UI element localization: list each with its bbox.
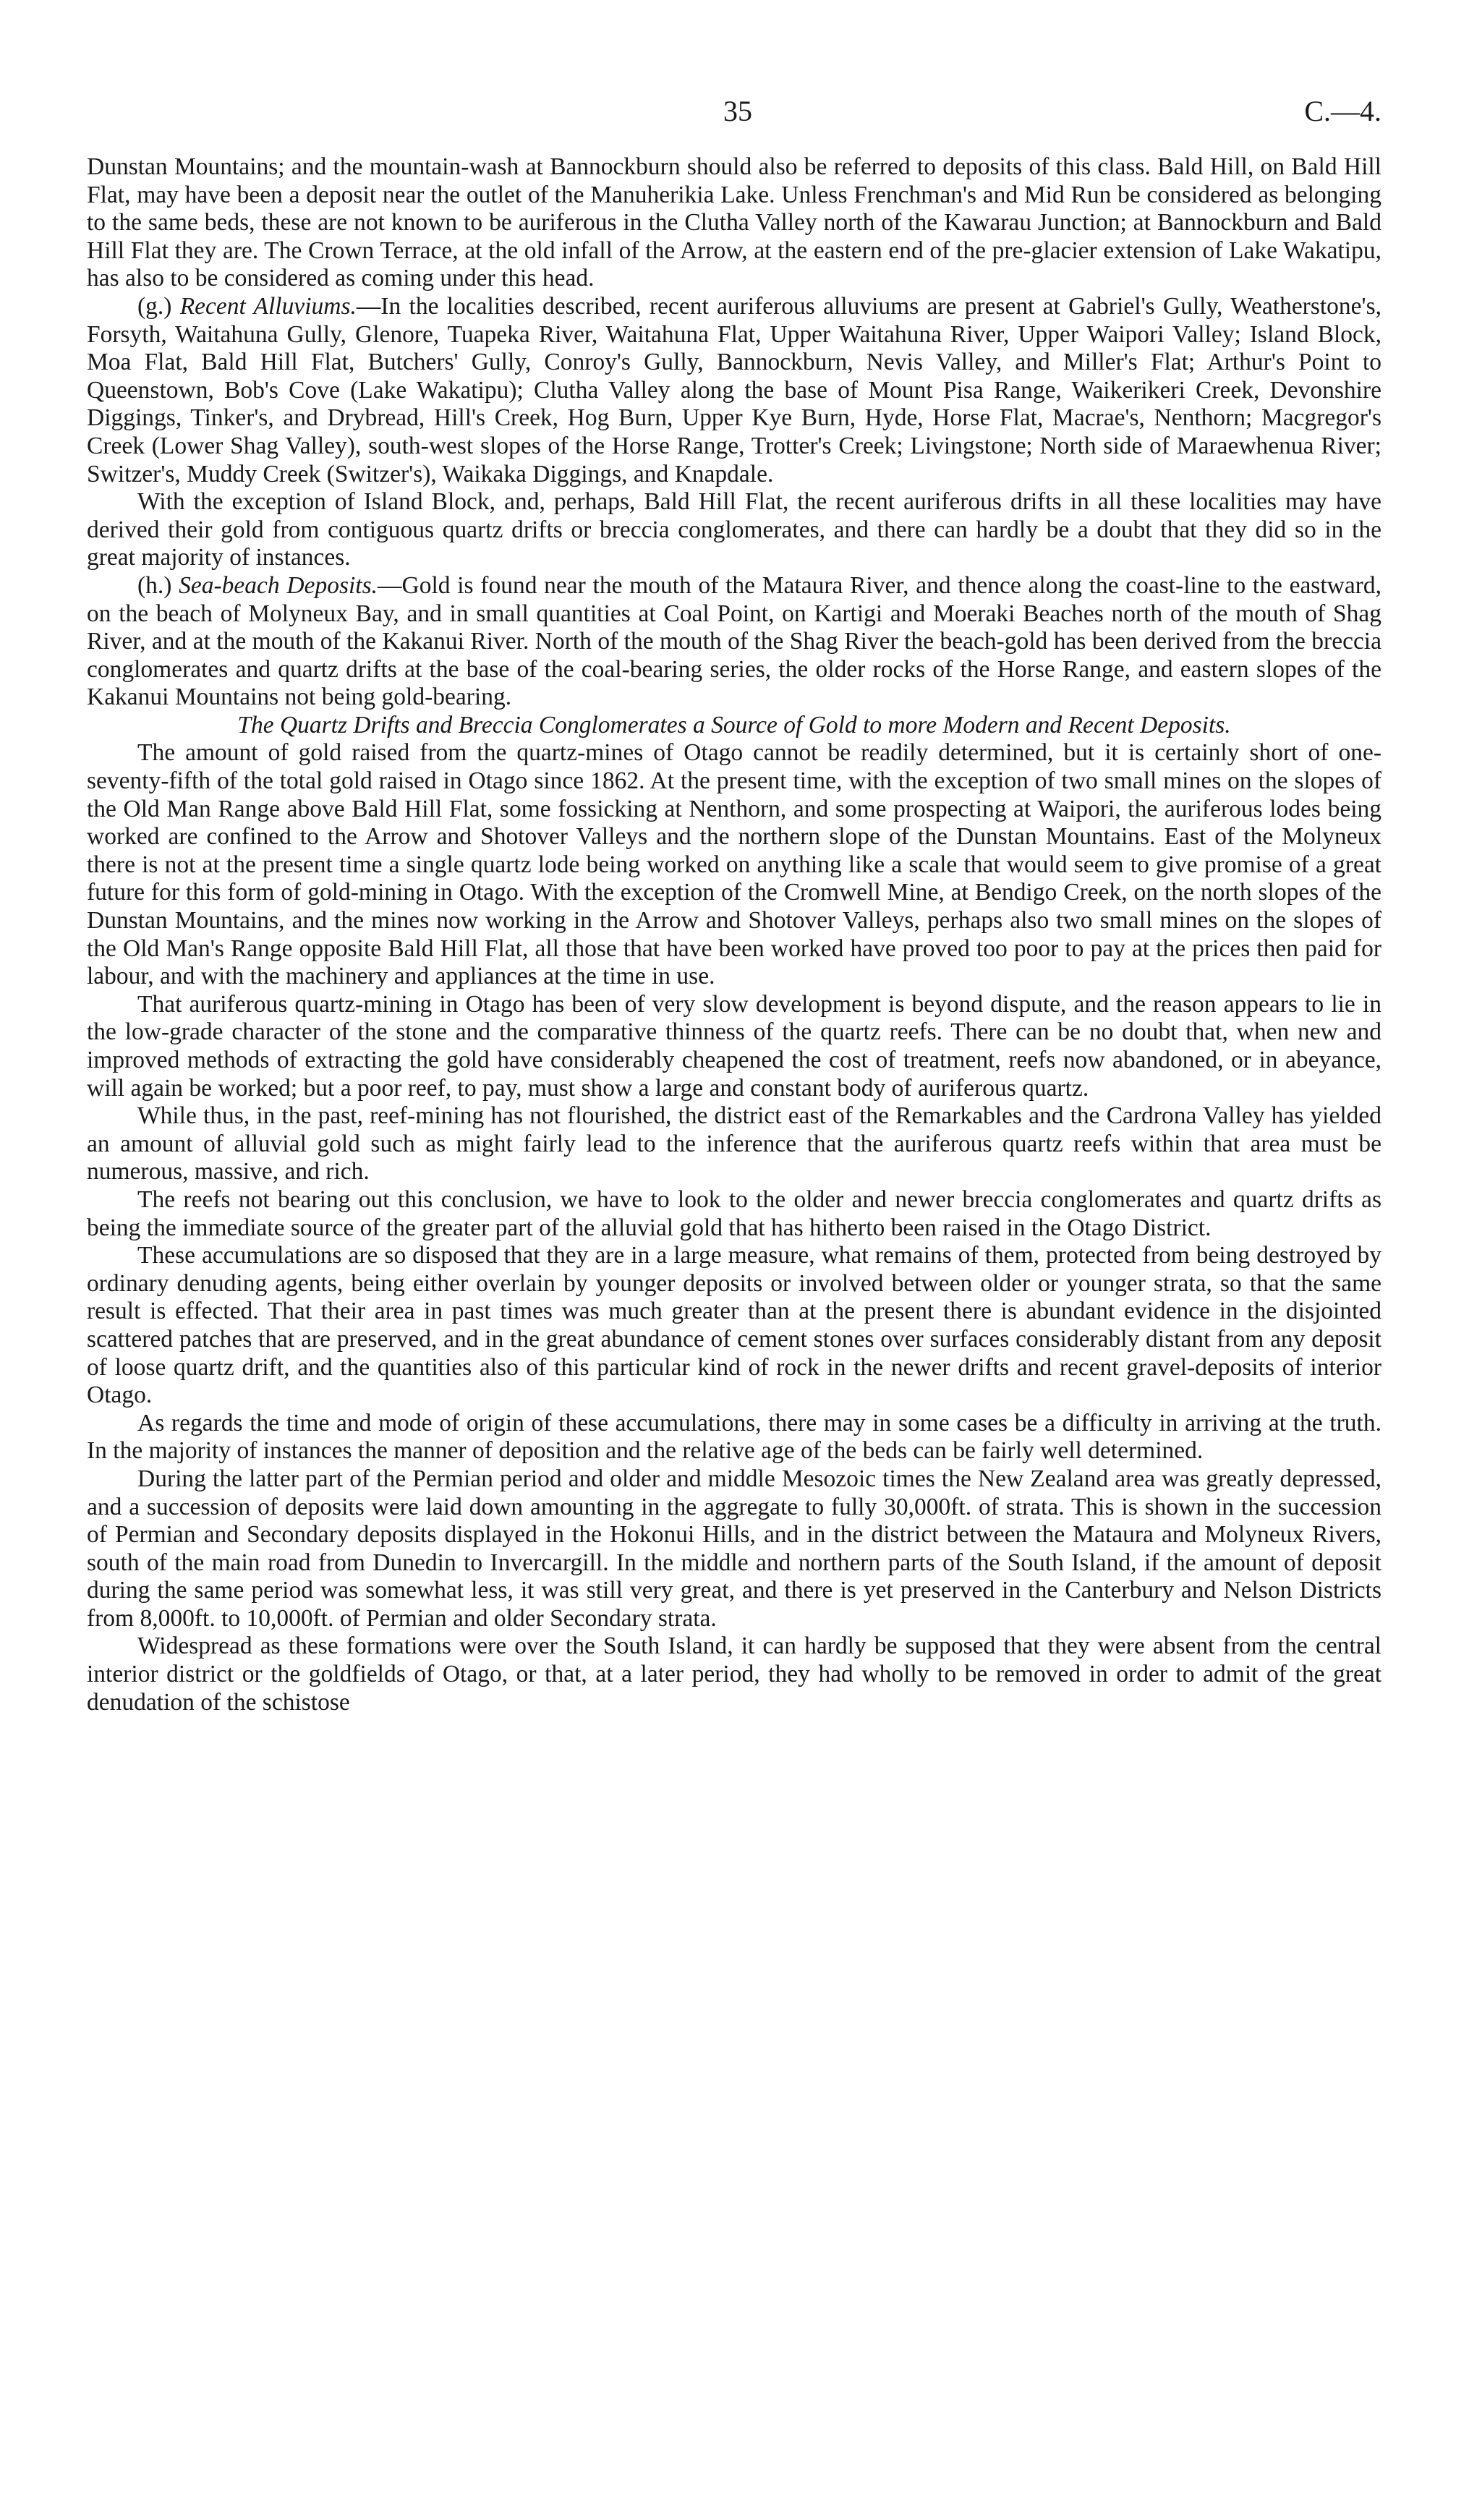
paragraph: While thus, in the past, reef-mining has not flourished, the district east of the Remarkables and the Cardrona Valley has yielded an amount of alluvial gold such as might fairly lead to the inference that the auriferous quartz reefs within that area must be numerous, massive, and rich. [87, 1102, 1381, 1185]
paragraph-recent-alluviums [87, 293, 1381, 488]
paragraph: During the latter part of the Permian period and older and middle Mesozoic times the New Zealand area was greatly depressed, and a succession of deposits were laid down amounting in the aggregate to fully 30,000ft. of strata. This is shown in the succession of Permian and Secondary deposits displayed in the Hokonui Hills, and in the district between the Mataura and Molyneux Rivers, south of the main road from Dunedin to Invercargill. In the middle and northern parts of the South Island, if the amount of deposit during the same period was somewhat less, it was still very great, and there is yet preserved in the Canterbury and Nelson Districts from 8,000ft. to 10,000ft. of Permian and older Secondary strata. [87, 1465, 1381, 1632]
paragraph-label: (g.) [137, 292, 172, 320]
paragraph-text: —Gold is found near the mouth of the Mataura River, and thence along the coast-line to the eastward, on the beach of Molyneux Bay, and in small quantities at Coal Point, on Kartigi and Moeraki Beaches north of the mouth of Shag River, and at the mouth of the Kakanui River. North of the mouth of the Shag River the beach-gold has been derived from the breccia conglomerates and quartz drifts at the base of the coal-bearing series, the older rocks of the Horse Range, and eastern slopes of the Kakanui Mountains not being gold-bearing. [87, 571, 1381, 711]
page-number: 35 [723, 95, 752, 127]
paragraph: Widespread as these formations were over the South Island, it can hardly be supposed that they were absent from the central interior district or the goldfields of Otago, or that, at a later period, they had wholly to be removed in order to admit of the great denudation of the schistose [87, 1633, 1381, 1716]
paragraph-label: (h.) [137, 571, 172, 599]
page-header [87, 94, 1381, 137]
paragraph: Dunstan Mountains; and the mountain-wash at Bannockburn should also be referred to deposits of this class. Bald Hill, on Bald Hill Flat, may have been a deposit near the outlet of the Manuherikia Lake. Unless Frenchman's and Mid Run be considered as belonging to the same beds, these are not known to be auriferous in the Clutha Valley north of the Kawarau Junction; at Bannockburn and Bald Hill Flat they are. The Crown Terrace, at the old infall of the Arrow, at the eastern end of the pre-glacier extension of Lake Wakatipu, has also to be considered as coming under this head. [87, 153, 1381, 292]
paragraph-title: Recent Alluviums. [179, 292, 357, 320]
paragraph-sea-beach-deposits [87, 572, 1381, 712]
paragraph: With the exception of Island Block, and, perhaps, Bald Hill Flat, the recent auriferous drifts in all these localities may have derived their gold from contiguous quartz drifts or breccia conglomerates, and there can hardly be a doubt that they did so in the great majority of instances. [87, 488, 1381, 571]
document-code: C.—4. [1304, 95, 1381, 127]
paragraph-text: —In the localities described, recent auriferous alluviums are present at Gabriel's Gully, Weatherstone's, Forsyth, Waitahuna Gully, Glenore, Tuapeka River, Waitahuna Flat, Upper Waitahuna River, Upper Waipori Valley; Island Block, Moa Flat, Bald Hill Flat, Butchers' Gully, Conroy's Gully, Bannockburn, Nevis Valley, and Miller's Flat; Arthur's Point to Queenstown, Bob's Cove (Lake Wakatipu); Clutha Valley along the base of Mount Pisa Range, Waikerikeri Creek, Devonshire Diggings, Tinker's, and Drybread, Hill's Creek, Hog Burn, Upper Kye Burn, Hyde, Horse Flat, Macrae's, Nenthorn; Macgregor's Creek (Lower Shag Valley), south-west slopes of the Horse Range, Trotter's Creek; Livingstone; North side of Maraewhenua River; Switzer's, Muddy Creek (Switzer's), Waikaka Diggings, and Knapdale. [87, 292, 1382, 488]
paragraph: These accumulations are so disposed that they are in a large measure, what remains of them, protected from being destroyed by ordinary denuding agents, being either overlain by younger deposits or involved between older or younger strata, so that the same result is effected. That their area in past times was much greater than at the present there is abundant evidence in the disjointed scattered patches that are preserved, and in the great abundance of cement stones over surfaces considerably distant from any deposit of loose quartz drift, and the quantities also of this particular kind of rock in the newer drifts and recent gravel-deposits of interior Otago. [87, 1242, 1381, 1409]
document-page [87, 0, 1381, 2520]
paragraph-title: Sea-beach Deposits. [179, 571, 378, 599]
paragraph: The reefs not bearing out this conclusion, we have to look to the older and newer breccia conglomerates and quartz drifts as being the immediate source of the greater part of the alluvial gold that has hitherto been raised in the Otago District. [87, 1185, 1381, 1241]
paragraph: The amount of gold raised from the quartz-mines of Otago cannot be readily determined, but it is certainly short of one-seventy-fifth of the total gold raised in Otago since 1862. At the present time, with the exception of two small mines on the slopes of the Old Man Range above Bald Hill Flat, some fossicking at Nenthorn, and some prospecting at Waipori, the auriferous lodes being worked are confined to the Arrow and Shotover Valleys and the northern slope of the Dunstan Mountains. East of the Molyneux there is not at the present time a single quartz lode being worked on anything like a scale that would seem to give promise of a great future for this form of gold-mining in Otago. With the exception of the Cromwell Mine, at Bendigo Creek, on the north slopes of the Dunstan Mountains, and the mines now working in the Arrow and Shotover Valleys, perhaps also two small mines on the slopes of the Old Man's Range opposite Bald Hill Flat, all those that have been worked have proved too poor to pay at the prices then paid for labour, and with the machinery and appliances at the time in use. [87, 739, 1381, 990]
paragraph: As regards the time and mode of origin of these accumulations, there may in some cases be a difficulty in arriving at the truth. In the majority of instances the manner of deposition and the relative age of the beds can be fairly well determined. [87, 1409, 1381, 1465]
section-heading: The Quartz Drifts and Breccia Conglomerates a Source of Gold to more Modern and Recent Deposits. [237, 711, 1231, 738]
body-text [87, 153, 1381, 1716]
paragraph: That auriferous quartz-mining in Otago has been of very slow development is beyond dispute, and the reason appears to lie in the low-grade character of the stone and the comparative thinness of the quartz reefs. There can be no doubt that, when new and improved methods of extracting the gold have considerably cheapened the cost of treatment, reefs now abandoned, or in abeyance, will again be worked; but a poor reef, to pay, must show a large and constant body of auriferous quartz. [87, 990, 1381, 1102]
